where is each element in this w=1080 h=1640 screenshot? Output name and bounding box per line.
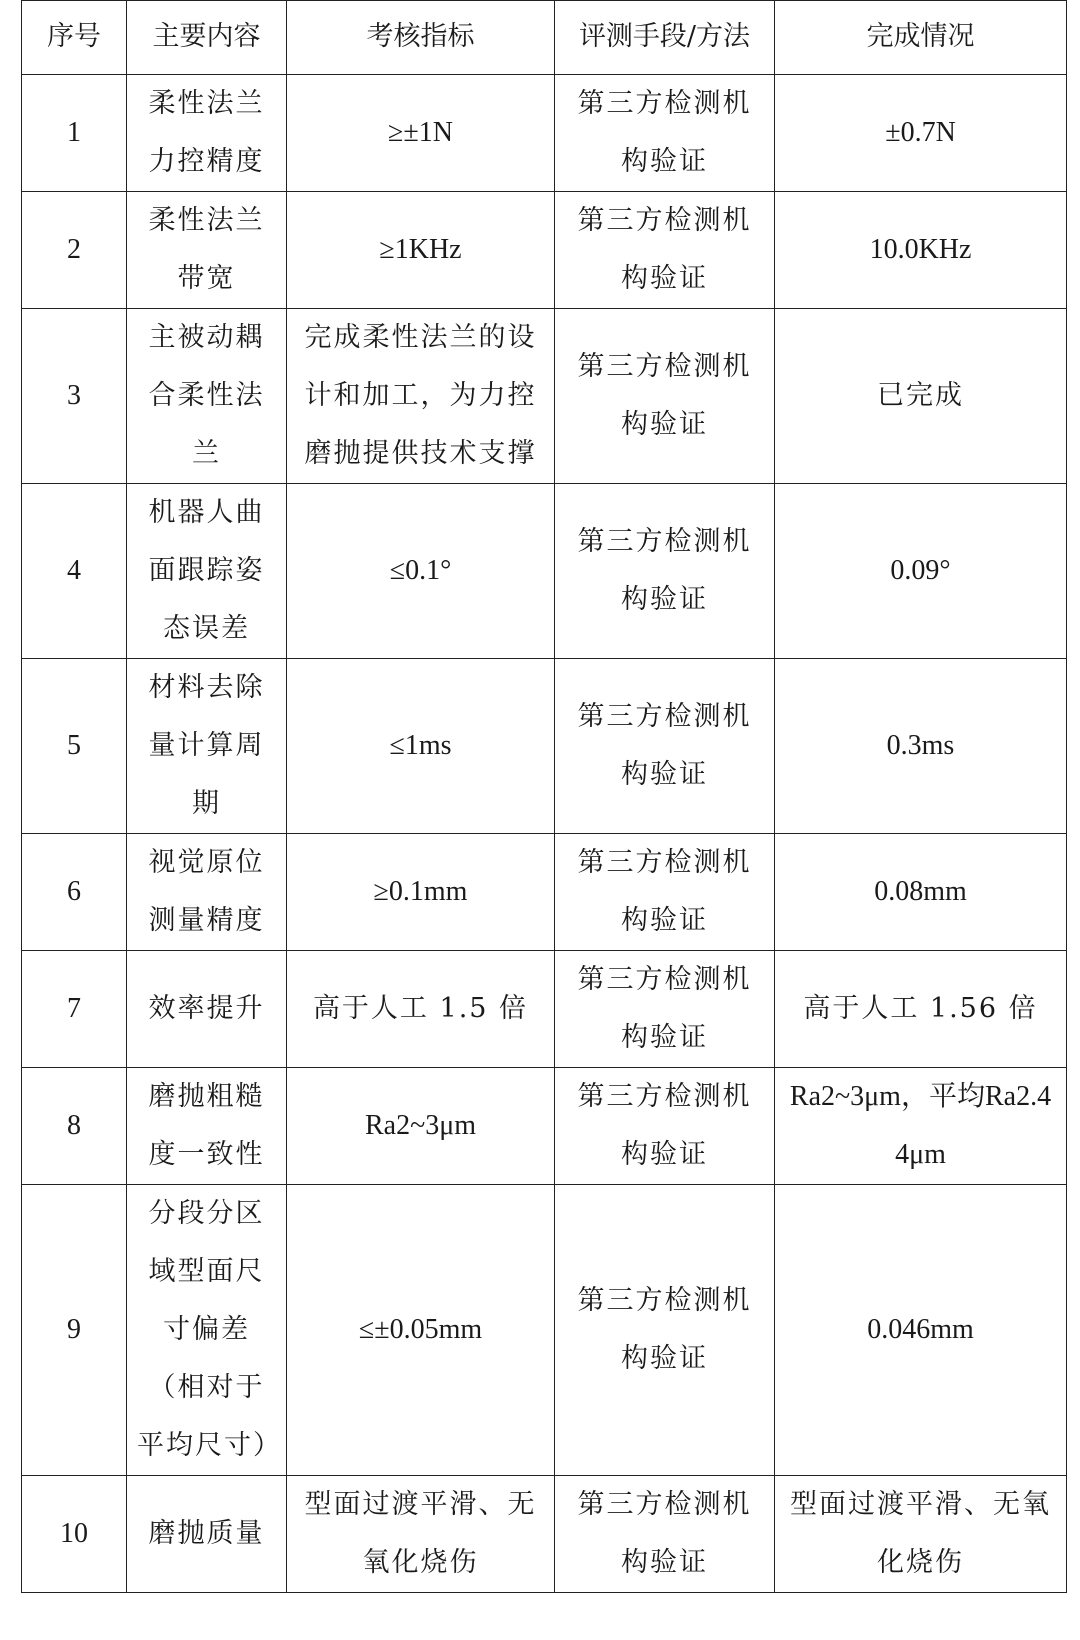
- cell-target: Ra2~3μm: [287, 1068, 555, 1185]
- table-row: [22, 1476, 1067, 1593]
- cell-target: ≥0.1mm: [287, 834, 555, 951]
- header-result: 完成情况: [775, 1, 1067, 75]
- cell-content: 材料去除量计算周期: [127, 659, 287, 834]
- cell-target: 完成柔性法兰的设计和加工，为力控磨抛提供技术支撑: [287, 309, 555, 484]
- cell-target: ≤0.1°: [287, 484, 555, 659]
- cell-result: Ra2~3μm，平均Ra2.44μm: [775, 1068, 1067, 1185]
- cell-no: 6: [22, 834, 127, 951]
- cell-target: 高于人工 1.5 倍: [287, 951, 555, 1068]
- header-target: 考核指标: [287, 1, 555, 75]
- cell-target: 型面过渡平滑、无氧化烧伤: [287, 1476, 555, 1593]
- header-method: 评测手段/方法: [555, 1, 775, 75]
- cell-method: 第三方检测机构验证: [555, 1185, 775, 1476]
- cell-result: 0.3ms: [775, 659, 1067, 834]
- cell-content: 磨抛粗糙度一致性: [127, 1068, 287, 1185]
- cell-result: 高于人工 1.56 倍: [775, 951, 1067, 1068]
- header-content: 主要内容: [127, 1, 287, 75]
- cell-result: 10.0KHz: [775, 192, 1067, 309]
- table-row: [22, 1185, 1067, 1476]
- cell-method: 第三方检测机构验证: [555, 192, 775, 309]
- table-row: [22, 75, 1067, 192]
- cell-no: 1: [22, 75, 127, 192]
- cell-no: 7: [22, 951, 127, 1068]
- cell-method: 第三方检测机构验证: [555, 1476, 775, 1593]
- cell-target: ≤±0.05mm: [287, 1185, 555, 1476]
- cell-result: 型面过渡平滑、无氧化烧伤: [775, 1476, 1067, 1593]
- cell-method: 第三方检测机构验证: [555, 1068, 775, 1185]
- cell-content: 机器人曲面跟踪姿态误差: [127, 484, 287, 659]
- cell-content: 分段分区域型面尺寸偏差（相对于平均尺寸）: [127, 1185, 287, 1476]
- cell-target: ≥1KHz: [287, 192, 555, 309]
- cell-no: 9: [22, 1185, 127, 1476]
- cell-content: 效率提升: [127, 951, 287, 1068]
- cell-method: 第三方检测机构验证: [555, 951, 775, 1068]
- cell-no: 3: [22, 309, 127, 484]
- table-row: [22, 484, 1067, 659]
- cell-result: ±0.7N: [775, 75, 1067, 192]
- cell-content: 视觉原位测量精度: [127, 834, 287, 951]
- table-row: [22, 659, 1067, 834]
- cell-no: 4: [22, 484, 127, 659]
- cell-method: 第三方检测机构验证: [555, 834, 775, 951]
- cell-content: 主被动耦合柔性法兰: [127, 309, 287, 484]
- cell-content: 柔性法兰带宽: [127, 192, 287, 309]
- cell-method: 第三方检测机构验证: [555, 75, 775, 192]
- header-row: [22, 1, 1067, 75]
- table-row: [22, 951, 1067, 1068]
- cell-content: 柔性法兰力控精度: [127, 75, 287, 192]
- header-no: 序号: [22, 1, 127, 75]
- cell-result: 0.09°: [775, 484, 1067, 659]
- cell-target: ≤1ms: [287, 659, 555, 834]
- cell-result: 0.08mm: [775, 834, 1067, 951]
- cell-result: 已完成: [775, 309, 1067, 484]
- cell-no: 8: [22, 1068, 127, 1185]
- results-table: [21, 0, 1067, 1593]
- table-row: [22, 834, 1067, 951]
- cell-target: ≥±1N: [287, 75, 555, 192]
- cell-no: 5: [22, 659, 127, 834]
- cell-method: 第三方检测机构验证: [555, 309, 775, 484]
- table-row: [22, 309, 1067, 484]
- cell-method: 第三方检测机构验证: [555, 659, 775, 834]
- cell-no: 2: [22, 192, 127, 309]
- table-row: [22, 192, 1067, 309]
- cell-method: 第三方检测机构验证: [555, 484, 775, 659]
- cell-result: 0.046mm: [775, 1185, 1067, 1476]
- cell-no: 10: [22, 1476, 127, 1593]
- table-row: [22, 1068, 1067, 1185]
- cell-content: 磨抛质量: [127, 1476, 287, 1593]
